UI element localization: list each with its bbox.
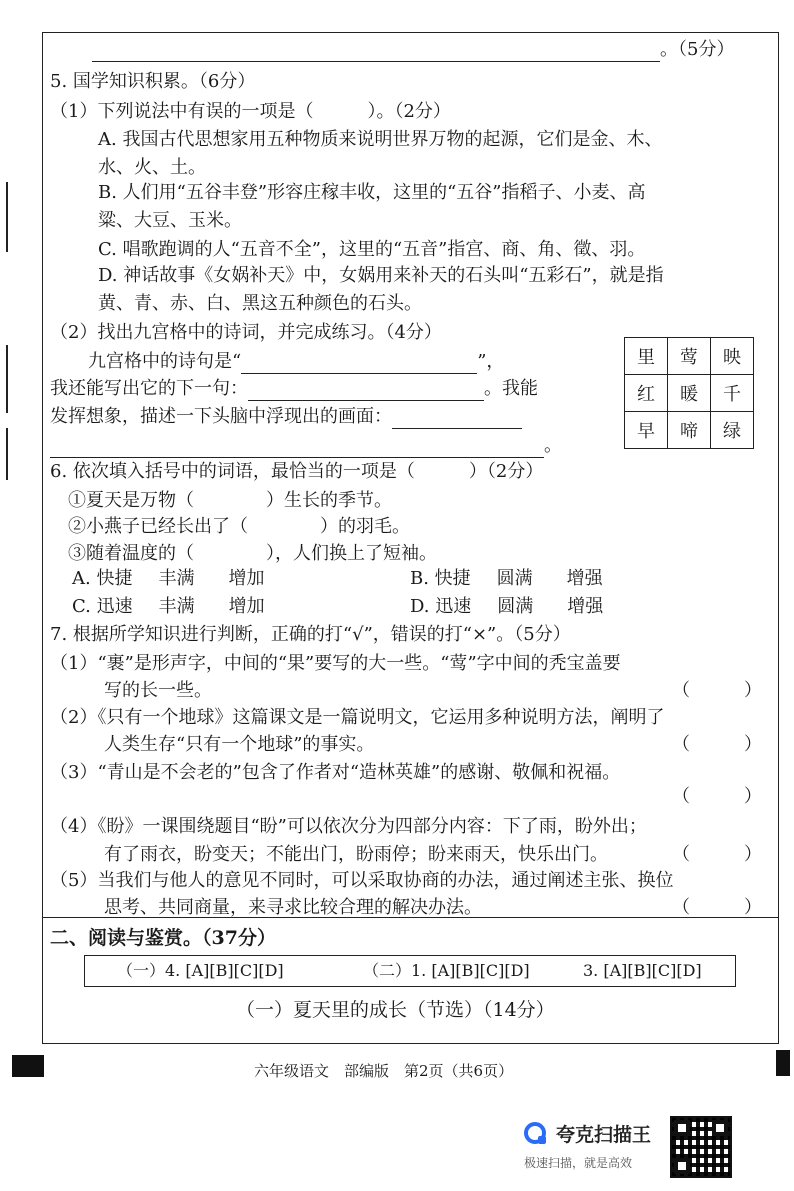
q7-item-5-cont: 思考、共同商量，来寻求比较合理的解决办法。: [104, 897, 482, 918]
q6-item-1: ①夏天是万物（ ）生长的季节。: [68, 490, 392, 511]
q7-item-4: （4）《盼》一课围绕题目“盼”可以依次分为四部分内容：下了雨，盼外出；: [50, 816, 647, 837]
logo-name: 夸克扫描王: [556, 1124, 652, 1146]
nine-square-grid: [624, 337, 754, 449]
q7-bracket-3: （ ）: [672, 786, 762, 807]
q7-item-2: （2）《只有一个地球》这篇课文是一篇说明文，它运用多种说明方法，阐明了: [50, 707, 665, 728]
q6-option-c: C. 迅速 丰满 增加: [72, 596, 265, 617]
q5-2-line3: 发挥想象，描述一下头脑中浮现出的画面：: [50, 405, 522, 429]
q5-title: 5. 国学知识积累。（6分）: [50, 71, 256, 92]
grid-cell: 莺: [668, 338, 711, 375]
q7-bracket-2: （ ）: [672, 734, 762, 755]
answer-choice-1[interactable]: （一）4. [A][B][C][D]: [117, 961, 284, 980]
binding-mark: [6, 345, 8, 413]
q7-item-3: （3）“青山是不会老的”包含了作者对“造林英雄”的感谢、敬佩和祝福。: [50, 762, 621, 783]
q7-bracket-4: （ ）: [672, 844, 762, 865]
q7-bracket-5: （ ）: [672, 897, 762, 918]
q6-option-a: A. 快捷 丰满 增加: [72, 568, 265, 589]
quark-logo-icon: [524, 1122, 546, 1144]
q7-item-5: （5）当我们与他人的意见不同时，可以采取协商的办法，通过阐述主张、换位: [50, 870, 674, 891]
registration-mark-right: [776, 1050, 790, 1076]
q6-option-d: D. 迅速 圆满 增强: [410, 596, 604, 617]
q5-2-stem: （2）找出九宫格中的诗词，并完成练习。（4分）: [50, 322, 442, 343]
grid-cell: 千: [711, 375, 754, 412]
q5-1-option-b-cont: 粱、大豆、玉米。: [98, 210, 242, 231]
grid-cell: 啼: [668, 412, 711, 449]
q5-1-option-d: D. 神话故事《女娲补天》中，女娲用来补天的石头叫“五彩石”，就是指: [98, 265, 664, 286]
q5-1-option-a: A. 我国古代思想家用五种物质来说明世界万物的起源，它们是金、木、: [98, 129, 663, 150]
q5-1-option-a-cont: 水、火、土。: [98, 157, 206, 178]
grid-cell: 红: [625, 375, 668, 412]
q7-item-1-cont: 写的长一些。: [104, 680, 212, 701]
grid-cell: 里: [625, 338, 668, 375]
binding-mark: [6, 428, 8, 480]
q7-title: 7. 根据所学知识进行判断，正确的打“√”，错误的打“×”。（5分）: [50, 624, 571, 645]
qr-code-icon: [670, 1116, 732, 1178]
binding-mark: [6, 182, 8, 252]
section2-title: 二、阅读与鉴赏。（37分）: [50, 927, 276, 949]
grid-cell: 绿: [711, 412, 754, 449]
q7-item-4-cont: 有了雨衣，盼变天；不能出门，盼雨停；盼来雨天，快乐出门。: [104, 844, 608, 865]
q5-1-stem: （1）下列说法中有误的一项是（ ）。（2分）: [50, 101, 451, 122]
answer-choice-3[interactable]: 3. [A][B][C][D]: [583, 961, 702, 980]
q6-title: 6. 依次填入括号中的词语，最恰当的一项是（ ）（2分）: [50, 461, 544, 482]
q5-2-line2: 我还能写出它的下一句： 。我能: [50, 378, 538, 399]
q7-item-2-cont: 人类生存“只有一个地球”的事实。: [104, 734, 375, 755]
grid-cell: 映: [711, 338, 754, 375]
q5-2-line1: 九宫格中的诗句是“ ”，: [88, 351, 505, 372]
q7-bracket-1: （ ）: [672, 680, 762, 701]
answer-box: [84, 955, 736, 987]
q5-2-line4: 。: [50, 434, 562, 458]
grid-cell: 暖: [668, 375, 711, 412]
previous-answer-line: 。（5分）: [92, 38, 734, 62]
registration-mark-left: [12, 1055, 44, 1077]
q5-1-option-d-cont: 黄、青、赤、白、黑这五种颜色的石头。: [98, 293, 422, 314]
q5-1-option-c: C. 唱歌跑调的人“五音不全”，这里的“五音”指宫、商、角、徵、羽。: [98, 239, 646, 260]
passage-title: （一）夏天里的成长（节选）（14分）: [236, 999, 555, 1021]
q6-item-3: ③随着温度的（ ），人们换上了短袖。: [68, 543, 437, 564]
logo-slogan: 极速扫描，就是高效: [524, 1156, 633, 1170]
q6-option-b: B. 快捷 圆满 增强: [410, 568, 603, 589]
q6-item-2: ②小燕子已经长出了（ ）的羽毛。: [68, 516, 410, 537]
q7-item-1: （1）“裹”是形声字，中间的“果”要写的大一些。“莺”字中间的秃宝盖要: [50, 653, 621, 674]
answer-choice-2[interactable]: （二）1. [A][B][C][D]: [363, 961, 530, 980]
page-footer: 六年级语文 部编版 第2页（共6页）: [254, 1062, 514, 1080]
grid-cell: 早: [625, 412, 668, 449]
q5-1-option-b: B. 人们用“五谷丰登”形容庄稼丰收，这里的“五谷”指稻子、小麦、高: [98, 182, 646, 203]
section-divider: [42, 917, 779, 918]
